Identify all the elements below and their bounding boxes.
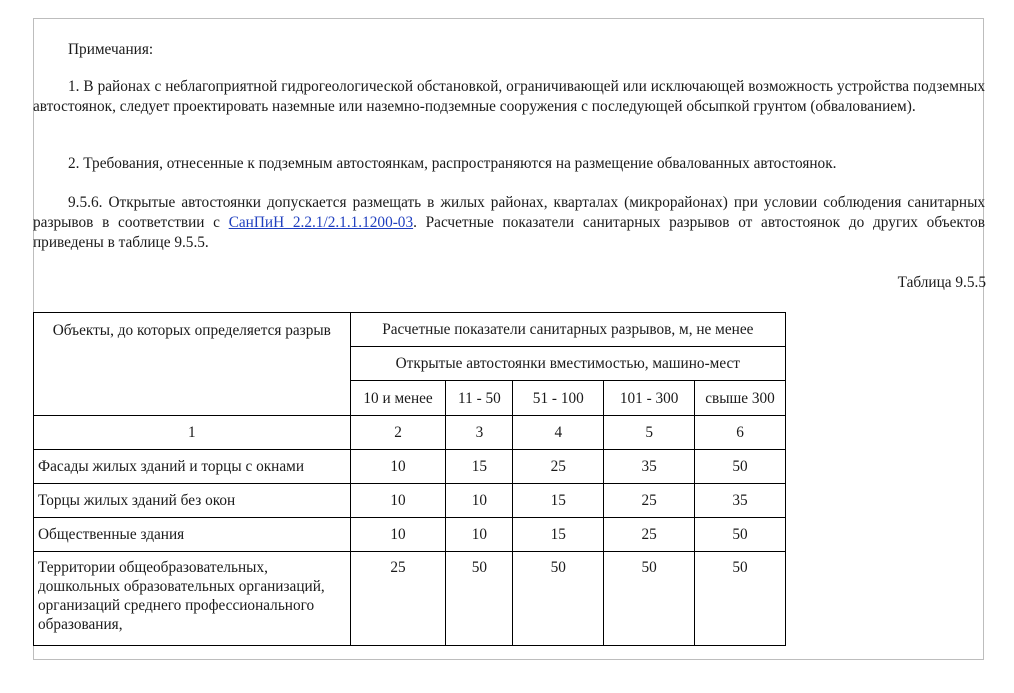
row-value: 50: [695, 518, 786, 552]
row-value: 50: [695, 552, 786, 646]
table-row: [34, 552, 786, 646]
row-value: 10: [350, 518, 446, 552]
row-object: Фасады жилых зданий и торцы с окнами: [34, 450, 351, 484]
row-object: Территории общеобразовательных, дошкольных образовательных организаций, организаций среднего профессионального образования,: [34, 552, 351, 646]
row-value: 15: [446, 450, 513, 484]
row-value: 35: [695, 484, 786, 518]
column-number: 1: [34, 416, 351, 450]
row-value: 15: [513, 484, 604, 518]
row-value: 25: [350, 552, 446, 646]
row-value: 10: [446, 484, 513, 518]
row-object: Общественные здания: [34, 518, 351, 552]
notes-title: Примечания:: [68, 41, 154, 58]
row-value: 15: [513, 518, 604, 552]
column-number: 4: [513, 416, 604, 450]
section-text-after-link: . Расчетные показатели санитарных разрывов от автостоянок до других объектов приведены в таблице 9.5.5.: [33, 214, 985, 251]
table-row: [34, 518, 786, 552]
sanpin-link[interactable]: СанПиН 2.2.1/2.1.1.1200-03: [228, 214, 414, 231]
table-caption: Таблица 9.5.5: [897, 274, 986, 291]
section-text-before-link: 9.5.6. Открытые автостоянки допускается размещать в жилых районах, кварталах (микрорайонах) при условии соблюдения санитарных разрывов в соответствии с: [33, 194, 985, 231]
row-value: 25: [604, 518, 695, 552]
capacity-col-4: 101 - 300: [604, 381, 695, 416]
header-capacity: Открытые автостоянки вместимостью, машино-мест: [350, 347, 785, 381]
column-number: 6: [695, 416, 786, 450]
row-value: 50: [446, 552, 513, 646]
column-number: 3: [446, 416, 513, 450]
row-value: 35: [604, 450, 695, 484]
header-indicators: Расчетные показатели санитарных разрывов, м, не менее: [350, 313, 785, 347]
capacity-col-2: 11 - 50: [446, 381, 513, 416]
note-1: 1. В районах с неблагоприятной гидрогеологической обстановкой, ограничивающей или исключающей возможность устройства подземных автостоянок, следует проектировать наземные или наземно-подземные сооружения с последующей обсыпкой грунтом (обвалованием).: [33, 78, 985, 115]
row-value: 50: [695, 450, 786, 484]
table-row: [34, 484, 786, 518]
column-number: 5: [604, 416, 695, 450]
row-value: 25: [604, 484, 695, 518]
row-value: 50: [513, 552, 604, 646]
row-object: Торцы жилых зданий без окон: [34, 484, 351, 518]
sanitary-distances-table: [33, 312, 786, 646]
section-9-5-6: [33, 193, 985, 253]
row-value: 50: [604, 552, 695, 646]
row-value: 10: [350, 484, 446, 518]
header-objects: Объекты, до которых определяется разрыв: [34, 313, 351, 416]
note-2: 2. Требования, отнесенные к подземным автостоянкам, распространяются на размещение обвалованных автостоянок.: [68, 155, 837, 172]
capacity-col-3: 51 - 100: [513, 381, 604, 416]
column-number: 2: [350, 416, 446, 450]
row-value: 10: [446, 518, 513, 552]
row-value: 25: [513, 450, 604, 484]
capacity-col-1: 10 и менее: [350, 381, 446, 416]
table-row: [34, 450, 786, 484]
capacity-col-5: свыше 300: [695, 381, 786, 416]
row-value: 10: [350, 450, 446, 484]
